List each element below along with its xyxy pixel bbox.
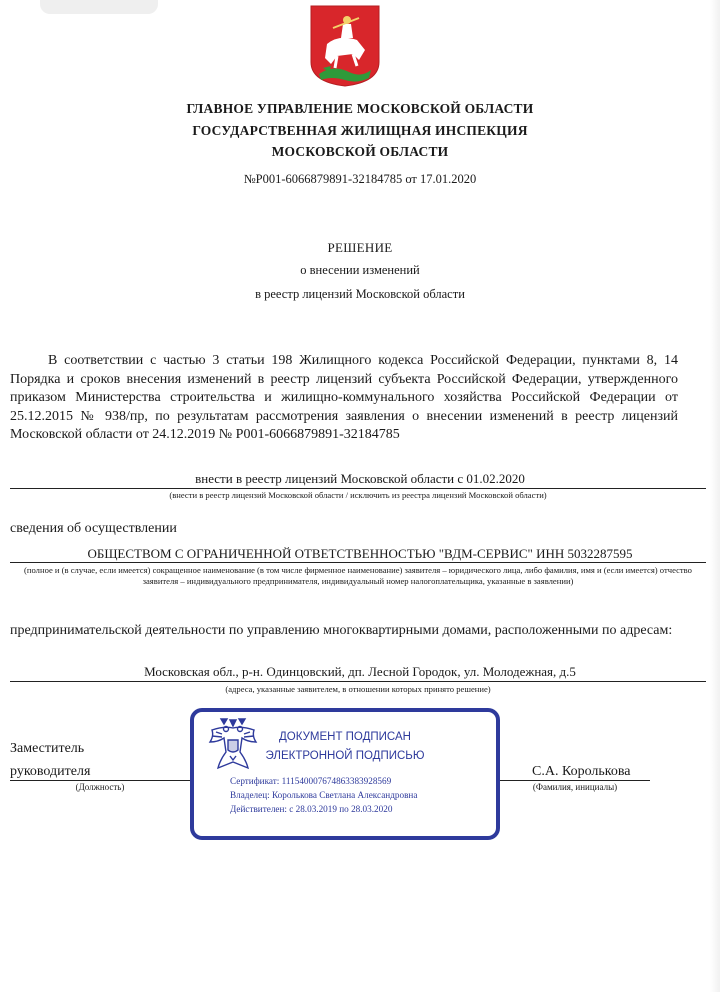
org-header-line-3: МОСКОВСКОЙ ОБЛАСТИ [271, 144, 449, 159]
decision-subtitle-1: о внесении изменений [300, 263, 420, 277]
decision-title: РЕШЕНИЕ [327, 240, 393, 255]
applicant-underline [10, 562, 706, 563]
stamp-title-2: ЭЛЕКТРОННОЙ ПОДПИСЬЮ [265, 750, 425, 762]
position-underline [10, 780, 190, 781]
activity-text: предпринимательской деятельности по управлению многоквартирными домами, расположенными по адресам: [10, 623, 673, 638]
applicant-value: ОБЩЕСТВОМ С ОГРАНИЧЕННОЙ ОТВЕТСТВЕННОСТЬЮ "ВДМ-СЕРВИС" ИНН 5032287595 [87, 546, 633, 561]
address-caption: (адреса, указанные заявителем, в отношении которых принято решение) [225, 684, 491, 694]
address-value: Московская обл., р-н. Одинцовский, дп. Лесной Городок, ул. Молодежная, д.5 [144, 664, 576, 679]
document-number: №Р001-6066879891-32184785 от 17.01.2020 [243, 172, 477, 186]
action-caption: (внести в реестр лицензий Московской области / исключить из реестра лицензий Московской области) [169, 490, 547, 500]
action-value: внести в реестр лицензий Московской области с 01.02.2020 [195, 471, 525, 486]
signer-position-line-2: руководителя [10, 764, 91, 779]
decision-subtitle-2: в реестр лицензий Московской области [255, 287, 465, 301]
double-headed-eagle-icon [204, 716, 262, 774]
applicant-caption: (полное и (в случае, если имеется) сокращенное наименование (в том числе фирменное наименование) заявителя – юридического лица, либо фамилия, имя и (если имеется) отчество заявителя – индивидуального предпринимателя, индивидуальный номер налогоплательщика, указанные в заявлении) [24, 565, 692, 586]
stamp-certificate: Сертификат: 1115400076748633839285​69 [230, 776, 392, 786]
stamp-title-1: ДОКУМЕНТ ПОДПИСАН [279, 731, 411, 743]
org-header-line-1: ГЛАВНОЕ УПРАВЛЕНИЕ МОСКОВСКОЙ ОБЛАСТИ [186, 101, 534, 116]
name-caption: (Фамилия, инициалы) [532, 782, 618, 792]
info-label: сведения об осуществлении [10, 521, 177, 536]
org-header-line-2: ГОСУДАРСТВЕННАЯ ЖИЛИЩНАЯ ИНСПЕКЦИЯ [192, 123, 528, 138]
position-caption: (Должность) [75, 782, 125, 792]
signer-position-line-1: Заместитель [10, 741, 85, 756]
action-underline [10, 488, 706, 489]
body-paragraph-text: В соответствии с частью 3 статьи 198 Жилищного кодекса Российской Федерации, пунктами 8, 14 Порядка и сроков внесения изменений в реестр лицензий субъекта Российской Федерации, утвержденного приказом Министерства строительства и жилищно-коммунального хозяйства Российской Федерации от 25.12.2015 № 938/пр, по результатам рассмотрения заявления о внесении изменений в реестр лицензий Московской области от 24.12.2019 № Р001-6066879891-32184785 [10, 353, 678, 442]
coat-of-arms-icon [309, 4, 381, 88]
signer-name: С.А. Королькова [532, 764, 631, 779]
address-underline [10, 681, 706, 682]
top-bar-fragment [40, 0, 158, 14]
body-paragraph [10, 352, 678, 445]
stamp-validity: Действителен: с 28.03.2019 по 28.03.2020 [230, 804, 393, 814]
e-signature-stamp [190, 708, 500, 840]
stamp-owner: Владелец: Королькова Светлана Александровна [230, 790, 418, 800]
name-underline [500, 780, 650, 781]
